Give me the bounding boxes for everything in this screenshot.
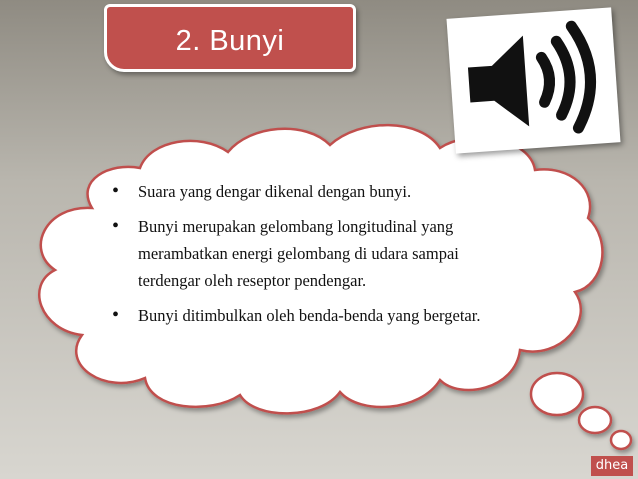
bullet-marker: • bbox=[112, 215, 120, 237]
author-tag: dhea bbox=[591, 456, 633, 476]
bullet-marker: • bbox=[112, 180, 120, 202]
slide-title: 2. Bunyi bbox=[175, 25, 285, 57]
bullet-text: Bunyi ditimbulkan oleh benda-benda yang bergetar. bbox=[138, 306, 481, 325]
bullet-text: Bunyi merupakan gelombang longitudinal yang merambatkan energi gelombang di udara sampai terdengar oleh reseptor pendengar. bbox=[138, 217, 459, 290]
speaker-picture bbox=[446, 7, 620, 153]
bullet-item bbox=[112, 178, 497, 205]
bullet-marker: • bbox=[112, 304, 120, 326]
bullet-item bbox=[112, 302, 497, 329]
bullet-list bbox=[112, 178, 497, 337]
bullet-item bbox=[112, 213, 497, 294]
title-banner bbox=[104, 4, 356, 72]
speaker-volume-icon bbox=[446, 7, 620, 153]
bullet-text: Suara yang dengar dikenal dengan bunyi. bbox=[138, 182, 412, 201]
